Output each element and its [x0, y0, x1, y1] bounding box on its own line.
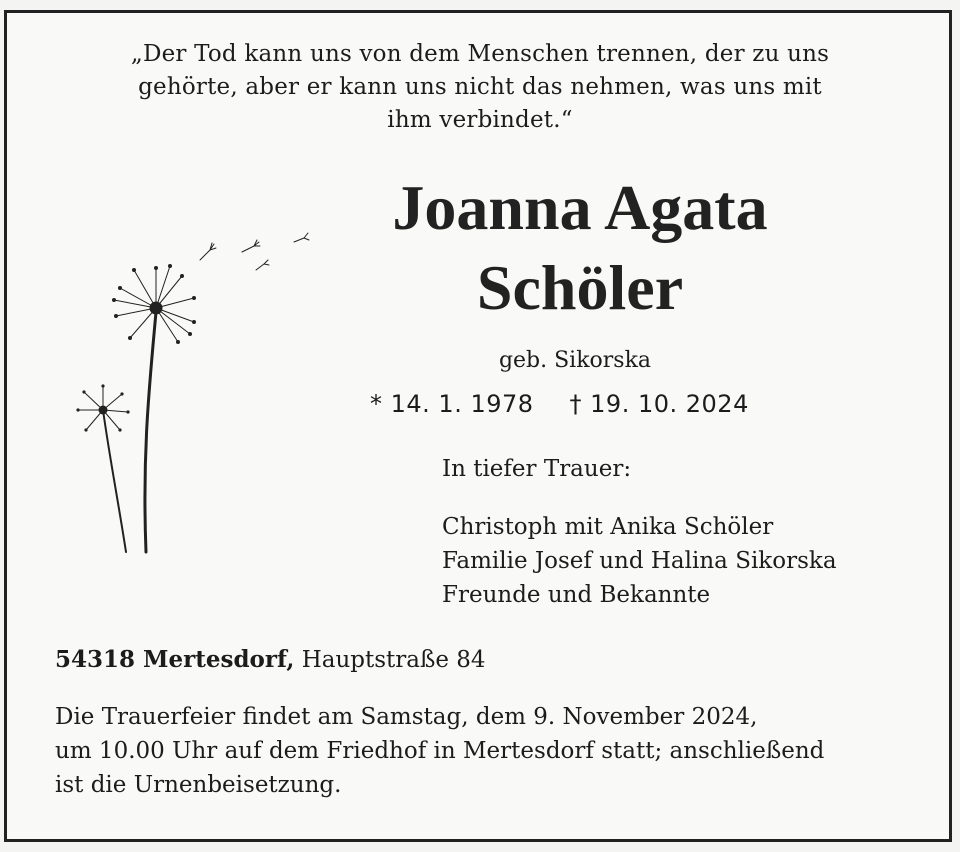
funeral-line: Die Trauerfeier findet am Samstag, dem 9. November 2024,: [55, 704, 758, 730]
death-date: † 19. 10. 2024: [569, 390, 749, 418]
quote-line: ihm verbindet.“: [387, 107, 573, 133]
birth-name: geb. Sikorska: [498, 348, 652, 373]
mourner-line: Familie Josef und Halina Sikorska: [442, 548, 837, 574]
deceased-name: [300, 168, 860, 328]
quote-line: „Der Tod kann uns von dem Menschen trennen, der zu uns: [130, 41, 830, 67]
mourner-line: Christoph mit Anika Schöler: [442, 514, 774, 540]
deceased-first-names: Joanna Agata: [392, 172, 768, 243]
funeral-line: um 10.00 Uhr auf dem Friedhof in Mertesdorf statt; anschließend: [55, 738, 825, 764]
mourner-line: Freunde und Bekannte: [442, 582, 711, 608]
address: [55, 646, 486, 673]
deceased-last-name: Schöler: [476, 252, 684, 323]
life-dates: [370, 390, 790, 418]
memorial-quote: [70, 38, 890, 137]
mourners-list: [442, 510, 837, 612]
mourning-heading: In tiefer Trauer:: [442, 456, 632, 482]
address-place: 54318 Mertesdorf,: [55, 646, 295, 673]
quote-line: gehörte, aber er kann uns nicht das nehmen, was uns mit: [138, 74, 822, 100]
address-street: Hauptstraße 84: [301, 647, 486, 673]
funeral-info: [55, 700, 915, 802]
birth-date: * 14. 1. 1978: [370, 390, 534, 418]
funeral-line: ist die Urnenbeisetzung.: [55, 772, 342, 798]
dandelion-icon: [70, 230, 320, 560]
